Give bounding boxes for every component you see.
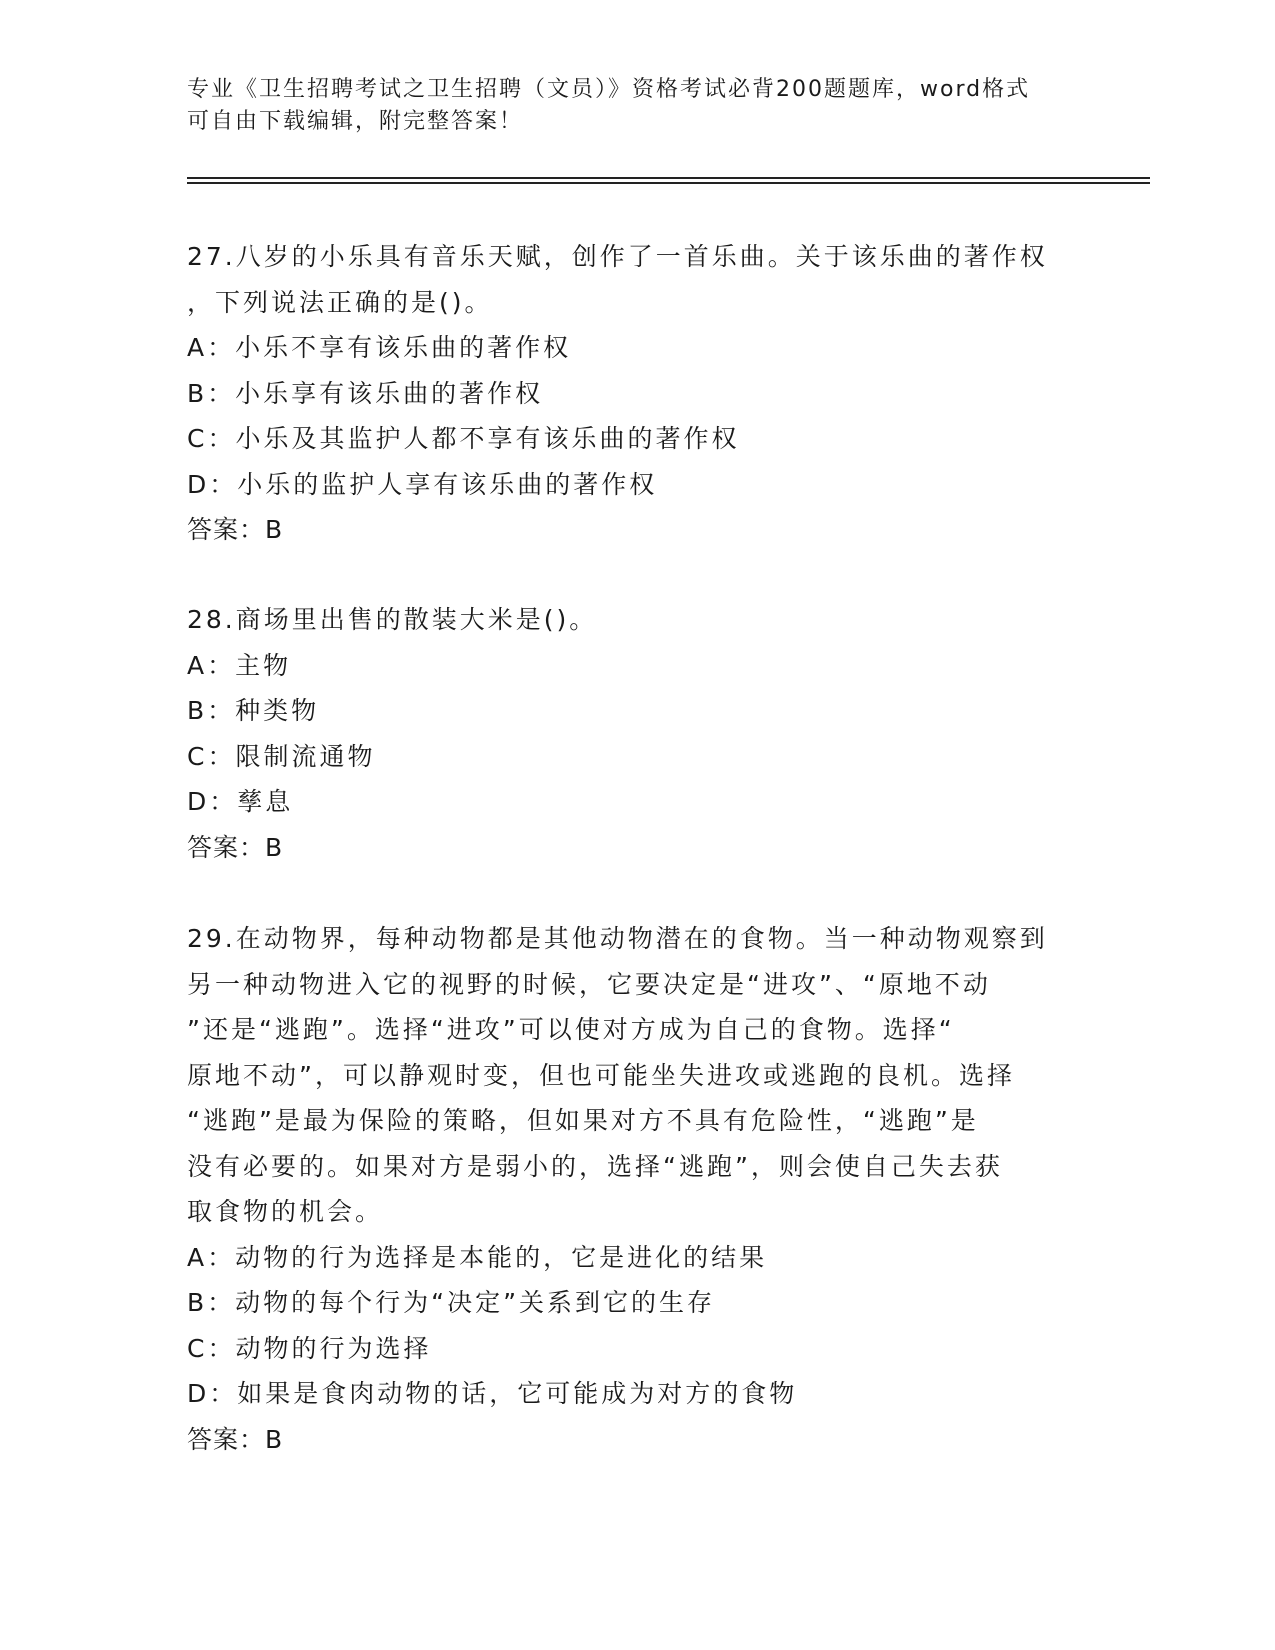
option-a: A：小乐不享有该乐曲的著作权 bbox=[187, 333, 572, 362]
answer-value: B bbox=[265, 1424, 284, 1454]
question-29 bbox=[187, 916, 1087, 1462]
answer-value: B bbox=[265, 515, 284, 544]
question-27 bbox=[187, 234, 1087, 553]
question-28 bbox=[187, 597, 1087, 870]
option-c: C：限制流通物 bbox=[187, 741, 376, 771]
header-title-line-2: 可自由下载编辑，附完整答案！ bbox=[187, 109, 524, 134]
document-header bbox=[187, 74, 1087, 138]
question-stem-line: 29.在动物界，每种动物都是其他动物潜在的食物。当一种动物观察到 bbox=[187, 924, 1048, 953]
option-b: B：动物的每个行为“决定”关系到它的生存 bbox=[187, 1288, 716, 1317]
header-divider-top bbox=[187, 177, 1150, 179]
answer-value: B bbox=[265, 832, 284, 862]
option-c: C：动物的行为选择 bbox=[187, 1333, 432, 1363]
option-a: A：主物 bbox=[187, 650, 292, 680]
option-b: B：小乐享有该乐曲的著作权 bbox=[187, 378, 544, 408]
answer-label: 答案： bbox=[187, 832, 266, 862]
question-stem-line: 取食物的机会。 bbox=[187, 1197, 384, 1226]
header-title-line-1: 专业《卫生招聘考试之卫生招聘（文员）》资格考试必背200题题库，word格式 bbox=[187, 77, 1031, 102]
question-stem-line: ”还是“逃跑”。选择“进攻”可以使对方成为自己的食物。选择“ bbox=[187, 1015, 955, 1044]
question-stem-line: “逃跑”是最为保险的策略，但如果对方不具有危险性，“逃跑”是 bbox=[187, 1106, 979, 1135]
option-c: C：小乐及其监护人都不享有该乐曲的著作权 bbox=[187, 424, 740, 453]
question-stem-line: 原地不动”，可以静观时变，但也可能坐失进攻或逃跑的良机。选择 bbox=[187, 1060, 1015, 1090]
question-stem-line: 28.商场里出售的散装大米是()。 bbox=[187, 605, 598, 634]
question-stem-line: ，下列说法正确的是()。 bbox=[187, 287, 493, 317]
option-b: B：种类物 bbox=[187, 696, 320, 725]
option-d: D：小乐的监护人享有该乐曲的著作权 bbox=[187, 469, 658, 499]
option-d: D：如果是食肉动物的话，它可能成为对方的食物 bbox=[187, 1379, 798, 1408]
header-divider-bottom bbox=[187, 182, 1150, 184]
option-d: D：孳息 bbox=[187, 787, 294, 816]
question-stem-line: 27.八岁的小乐具有音乐天赋，创作了一首乐曲。关于该乐曲的著作权 bbox=[187, 242, 1048, 271]
answer-label: 答案： bbox=[187, 515, 266, 544]
question-stem-line: 另一种动物进入它的视野的时候，它要决定是“进攻”、“原地不动 bbox=[187, 969, 991, 999]
answer-line bbox=[187, 507, 1087, 553]
answer-line bbox=[187, 825, 1087, 871]
question-stem-line: 没有必要的。如果对方是弱小的，选择“逃跑”，则会使自己失去获 bbox=[187, 1151, 1003, 1181]
answer-label: 答案： bbox=[187, 1424, 266, 1454]
option-a: A：动物的行为选择是本能的，它是进化的结果 bbox=[187, 1242, 768, 1272]
answer-line bbox=[187, 1417, 1087, 1463]
